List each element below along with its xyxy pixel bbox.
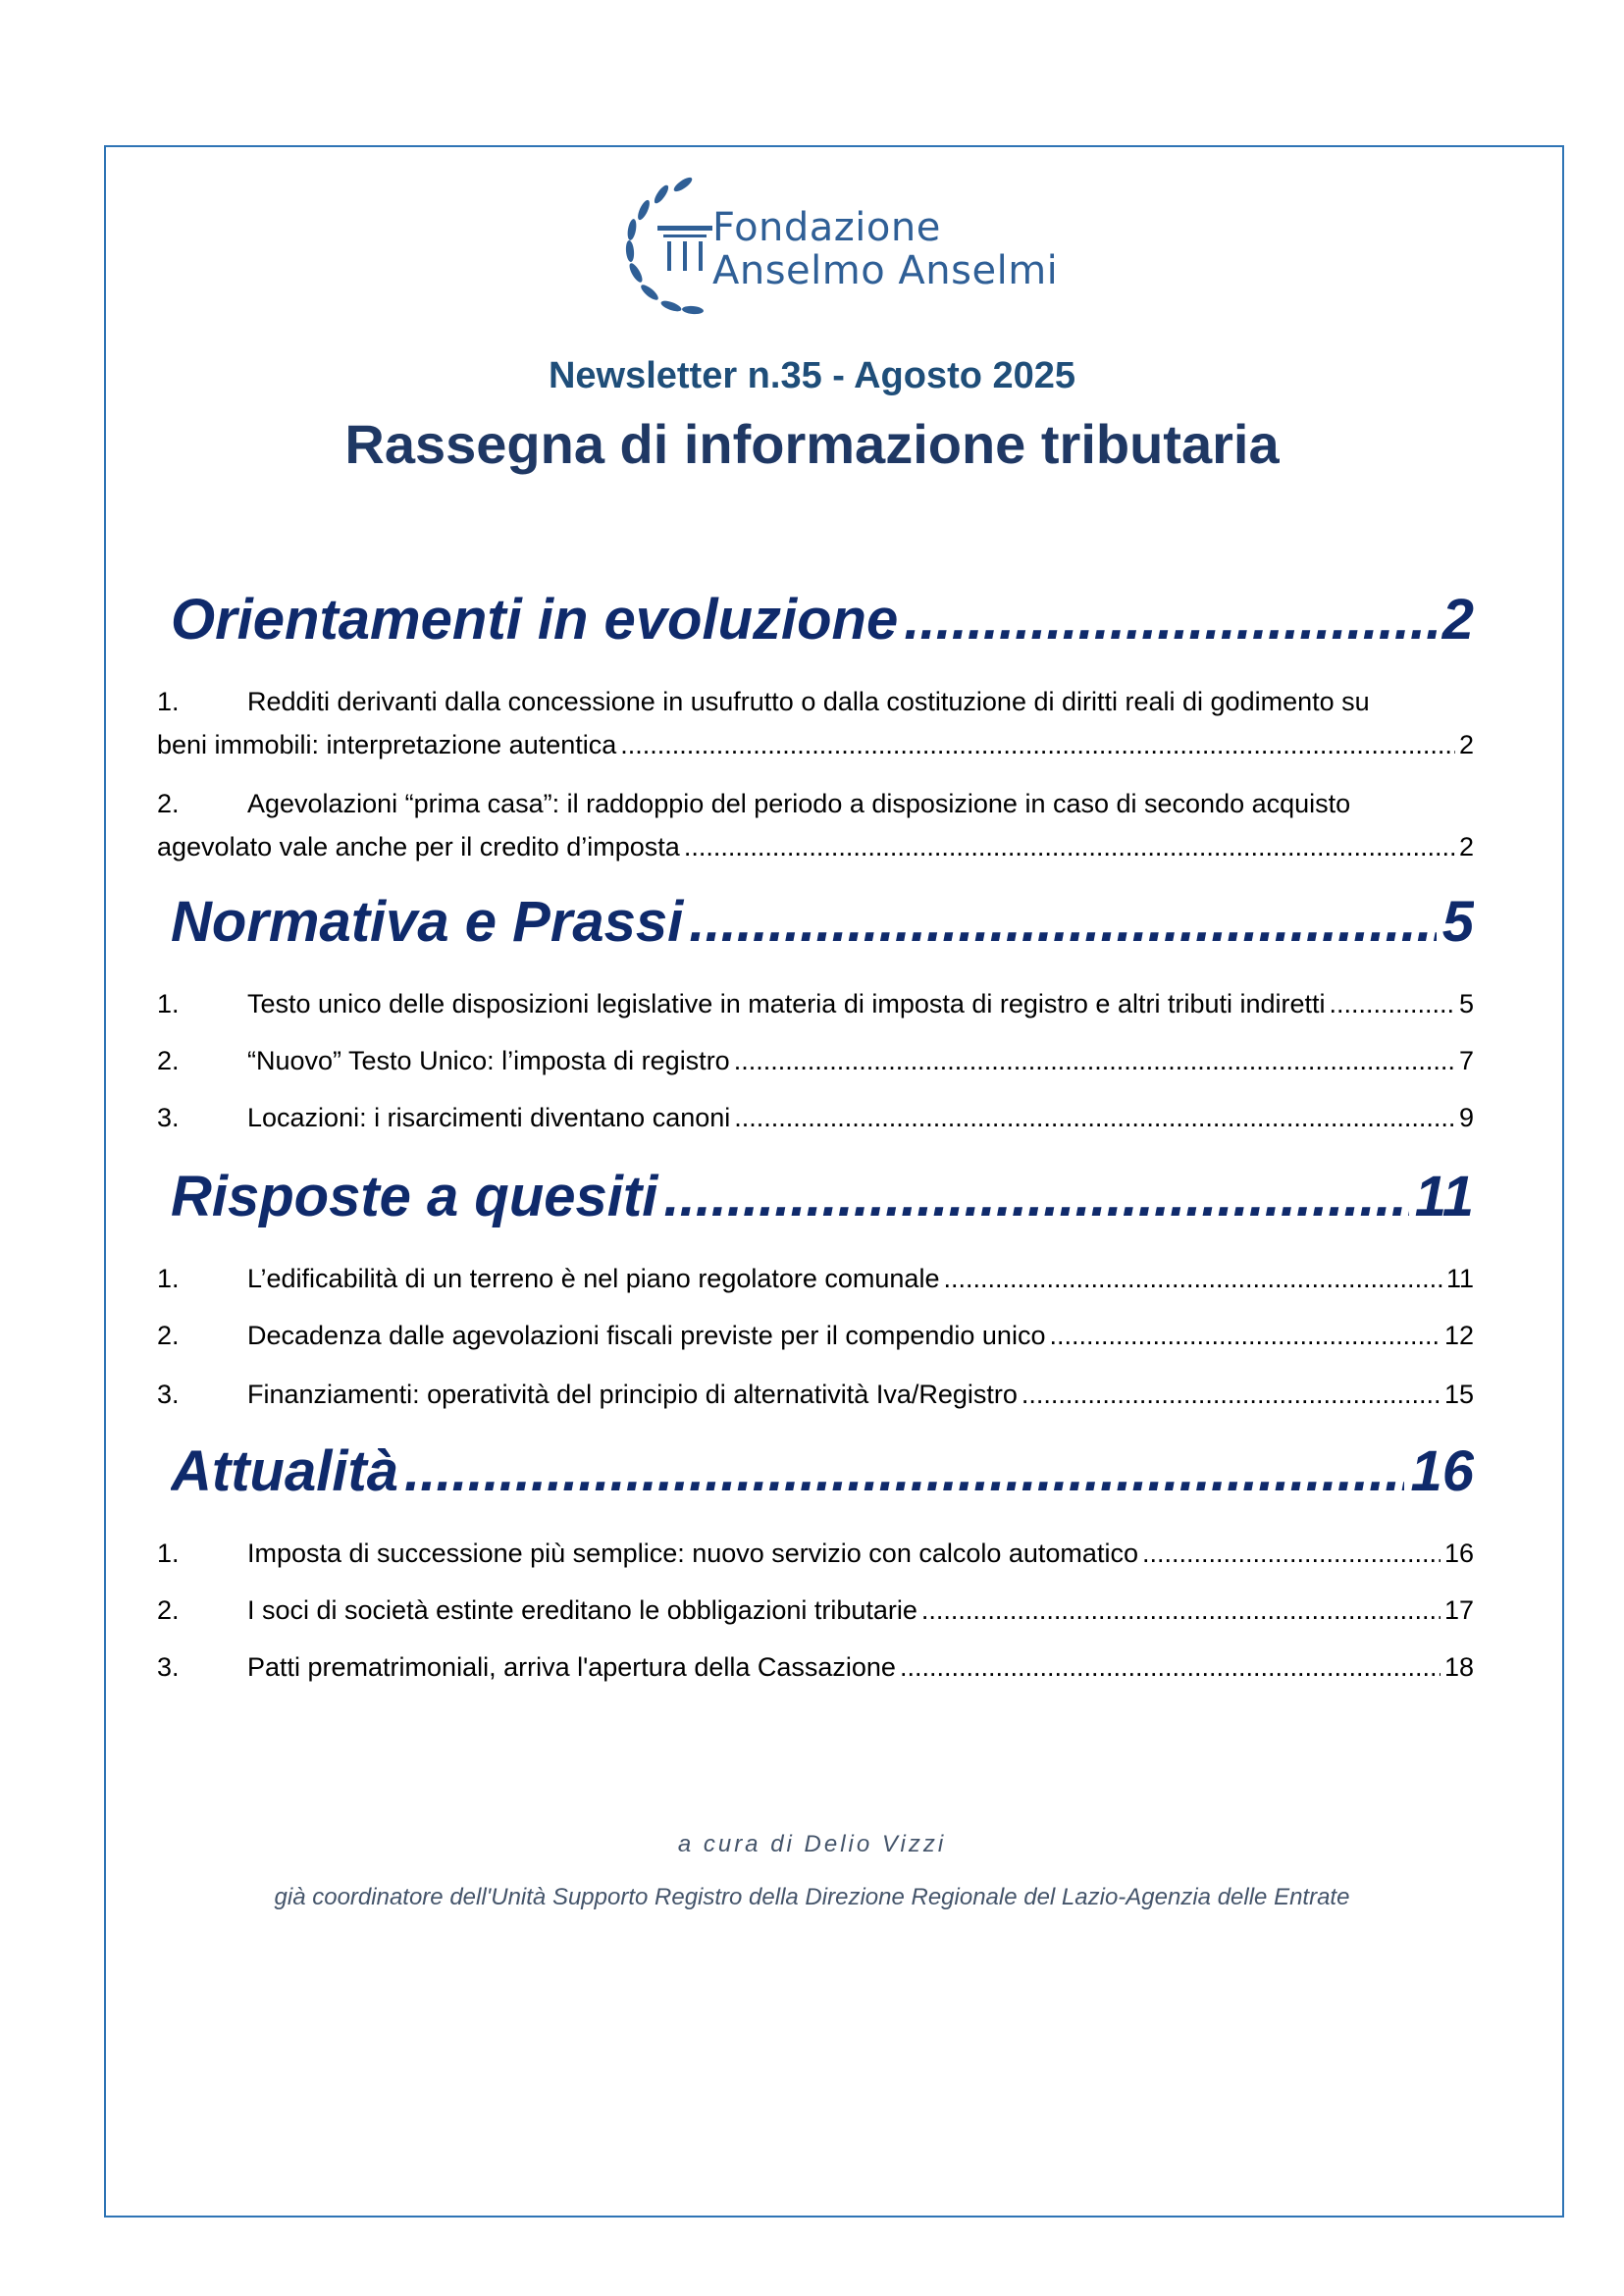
toc-entry[interactable] <box>157 687 1474 726</box>
author-role: già coordinatore dell'Unità Supporto Registro della Direzione Regionale del Lazio-Agenzia delle Entrate <box>274 1884 1350 1910</box>
section-title: Risposte a quesiti <box>171 1165 658 1228</box>
entry-page: 17 <box>1443 1595 1474 1625</box>
entry-text: Locazioni: i risarcimenti diventano canoni <box>247 1103 731 1132</box>
entry-number: 1. <box>157 1539 180 1568</box>
logo-text <box>712 206 1058 292</box>
entry-text: Agevolazioni “prima casa”: il raddoppio del periodo a disposizione in caso di secondo acquisto <box>247 789 1351 818</box>
toc-section-orientamenti[interactable] <box>171 587 1474 655</box>
section-title: Attualità <box>171 1439 398 1503</box>
toc-entry[interactable] <box>157 1321 1474 1360</box>
newsletter-issue: Newsletter n.35 - Agosto 2025 <box>548 355 1076 396</box>
entry-number: 2. <box>157 1321 180 1350</box>
entry-text: beni immobili: interpretazione autentica <box>157 730 617 759</box>
section-title: Orientamenti in evoluzione <box>171 588 899 652</box>
entry-number: 1. <box>157 989 180 1018</box>
toc-section-attualita[interactable] <box>171 1438 1474 1507</box>
entry-page: 18 <box>1443 1652 1474 1682</box>
toc-entry[interactable] <box>157 1103 1474 1142</box>
entry-page: 5 <box>1458 989 1474 1018</box>
page-title: Rassegna di informazione tributaria <box>344 413 1280 475</box>
entry-number: 2. <box>157 1595 180 1625</box>
entry-text: L’edificabilità di un terreno è nel piano regolatore comunale <box>247 1264 940 1293</box>
entry-page: 11 <box>1445 1264 1474 1293</box>
toc-entry[interactable] <box>157 1264 1474 1303</box>
section-title: Normativa e Prassi <box>171 890 684 954</box>
toc-section-risposte[interactable] <box>171 1164 1474 1232</box>
logo-line1: Fondazione <box>712 205 941 250</box>
section-page: 11 <box>1414 1165 1474 1228</box>
entry-page: 2 <box>1458 832 1474 861</box>
entry-text: Redditi derivanti dalla concessione in usufrutto o dalla costituzione di diritti reali di godimento su <box>247 687 1370 716</box>
entry-text: Imposta di successione più semplice: nuovo servizio con calcolo automatico <box>247 1539 1138 1568</box>
entry-text: Patti prematrimoniali, arriva l'apertura della Cassazione <box>247 1652 896 1682</box>
entry-text: agevolato vale anche per il credito d’imposta <box>157 832 680 861</box>
toc-entry-continued[interactable] <box>157 832 1474 871</box>
entry-page: 9 <box>1458 1103 1474 1132</box>
logo-line2: Anselmo Anselmi <box>712 248 1059 293</box>
section-page: 16 <box>1410 1439 1474 1503</box>
entry-text: Decadenza dalle agevolazioni fiscali previste per il compendio unico <box>247 1321 1046 1350</box>
toc-section-normativa[interactable] <box>171 889 1474 958</box>
entry-page: 2 <box>1458 730 1474 759</box>
entry-page: 15 <box>1443 1380 1474 1409</box>
author-credit: a cura di Delio Vizzi <box>677 1831 947 1857</box>
toc-entry[interactable] <box>157 1652 1474 1692</box>
entry-page: 16 <box>1443 1539 1474 1568</box>
entry-text: Testo unico delle disposizioni legislative in materia di imposta di registro e altri tributi indiretti <box>247 989 1326 1018</box>
entry-number: 2. <box>157 1046 180 1075</box>
entry-page: 12 <box>1443 1321 1474 1350</box>
toc-entry[interactable] <box>157 1046 1474 1085</box>
toc-entry[interactable] <box>157 789 1474 828</box>
entry-number: 3. <box>157 1103 180 1132</box>
entry-number: 3. <box>157 1652 180 1682</box>
toc-entry[interactable] <box>157 1380 1474 1419</box>
entry-text: I soci di società estinte ereditano le obbligazioni tributarie <box>247 1595 917 1625</box>
toc-entry-continued[interactable] <box>157 730 1474 769</box>
entry-number: 3. <box>157 1380 180 1409</box>
entry-text: Finanziamenti: operatività del principio di alternatività Iva/Registro <box>247 1380 1018 1409</box>
entry-number: 2. <box>157 789 180 818</box>
entry-page: 7 <box>1458 1046 1474 1075</box>
entry-text: “Nuovo” Testo Unico: l’imposta di registro <box>247 1046 730 1075</box>
section-page: 5 <box>1441 890 1474 954</box>
toc-entry[interactable] <box>157 989 1474 1028</box>
toc-entry[interactable] <box>157 1539 1474 1578</box>
section-page: 2 <box>1441 588 1474 652</box>
entry-number: 1. <box>157 1264 180 1293</box>
toc-entry[interactable] <box>157 1595 1474 1635</box>
entry-number: 1. <box>157 687 180 716</box>
